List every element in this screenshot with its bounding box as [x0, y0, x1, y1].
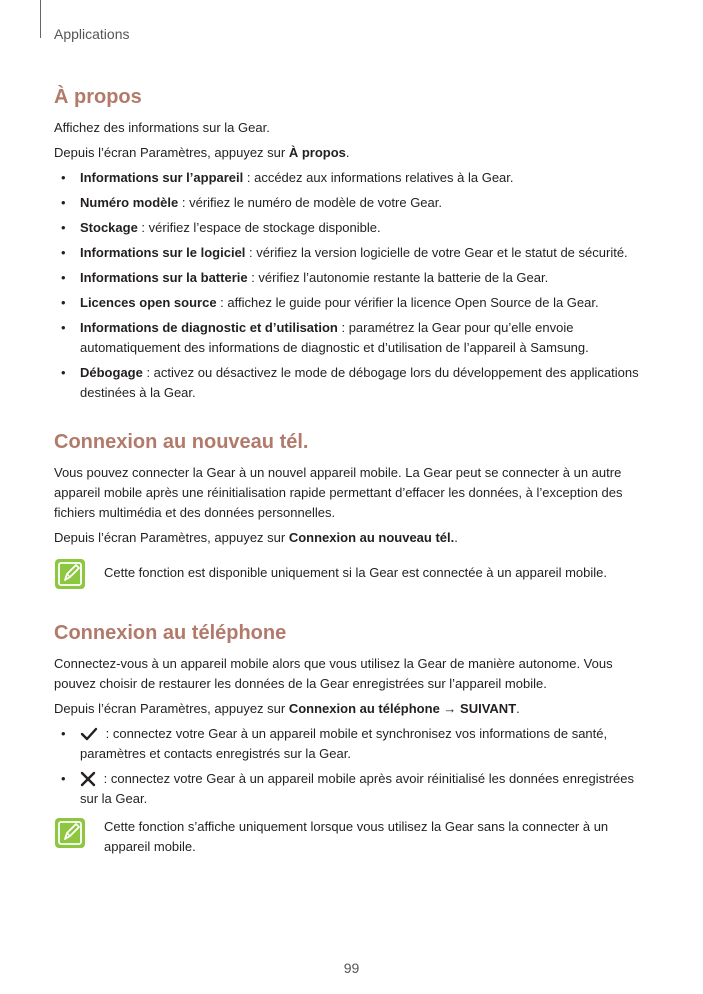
note-text: Cette fonction est disponible uniquement si la Gear est connectée à un appareil mobile.	[104, 565, 607, 580]
list-item: • Stockage : vérifiez l’espace de stockage disponible.	[61, 220, 381, 235]
about-intro: Affichez des informations sur la Gear.	[54, 120, 270, 135]
note-text: Cette fonction s’affiche uniquement lorsque vous utilisez la Gear sans la connecter à un appareil mobile.	[104, 819, 609, 854]
list-item: • : connectez votre Gear à un appareil mobile après avoir réinitialisé les données enregistrées sur la Gear.	[61, 771, 635, 806]
new-phone-path: Depuis l’écran Paramètres, appuyez sur Connexion au nouveau tél..	[54, 530, 458, 545]
list-item: • : connectez votre Gear à un appareil mobile et synchronisez vos informations de santé, paramètres et contacts enregistrés sur la Gear.	[61, 726, 608, 761]
list-item: • Débogage : activez ou désactivez le mode de débogage lors du développement des applications destinées à la Gear.	[61, 365, 639, 400]
note-pencil-icon	[54, 817, 86, 849]
new-phone-title: Connexion au nouveau tél.	[54, 431, 309, 453]
about-list	[54, 168, 644, 403]
note-pencil-icon	[54, 558, 86, 590]
section-header: Applications	[54, 26, 130, 42]
note-phone	[54, 817, 644, 857]
page-content	[54, 84, 644, 857]
page-number: 99	[343, 960, 360, 976]
list-item: • Numéro modèle : vérifiez le numéro de modèle de votre Gear.	[61, 195, 442, 210]
check-icon	[80, 726, 98, 742]
list-item: • Informations sur l’appareil : accédez aux informations relatives à la Gear.	[61, 170, 514, 185]
list-item: • Licences open source : affichez le guide pour vérifier la licence Open Source de la Gear.	[61, 295, 599, 310]
phone-list	[54, 724, 644, 809]
cross-icon	[80, 771, 96, 787]
list-item: • Informations sur le logiciel : vérifiez la version logicielle de votre Gear et le statut de sécurité.	[61, 245, 628, 260]
about-path: Depuis l’écran Paramètres, appuyez sur À propos.	[54, 145, 350, 160]
new-phone-body: Vous pouvez connecter la Gear à un nouvel appareil mobile. La Gear peut se connecter à un autre appareil mobile après une réinitialisation rapide permettant d’effacer les données, à l’exception des fichiers multimédia et des données personnelles.	[54, 465, 623, 520]
note-new-phone	[54, 558, 644, 590]
phone-title: Connexion au téléphone	[54, 622, 287, 644]
phone-path: Depuis l’écran Paramètres, appuyez sur Connexion au téléphone → SUIVANT.	[54, 701, 520, 716]
list-item: • Informations sur la batterie : vérifiez l’autonomie restante la batterie de la Gear.	[61, 270, 549, 285]
about-title: À propos	[54, 86, 142, 108]
header-rule	[40, 0, 41, 38]
list-item: • Informations de diagnostic et d’utilisation : paramétrez la Gear pour qu’elle envoie automatiquement des informations de diagnostic et d’utilisation de l’appareil à Samsung.	[61, 320, 589, 355]
phone-body: Connectez-vous à un appareil mobile alors que vous utilisez la Gear de manière autonome. Vous pouvez choisir de restaurer les données de la Gear enregistrées sur l’appareil mobile.	[54, 656, 613, 691]
